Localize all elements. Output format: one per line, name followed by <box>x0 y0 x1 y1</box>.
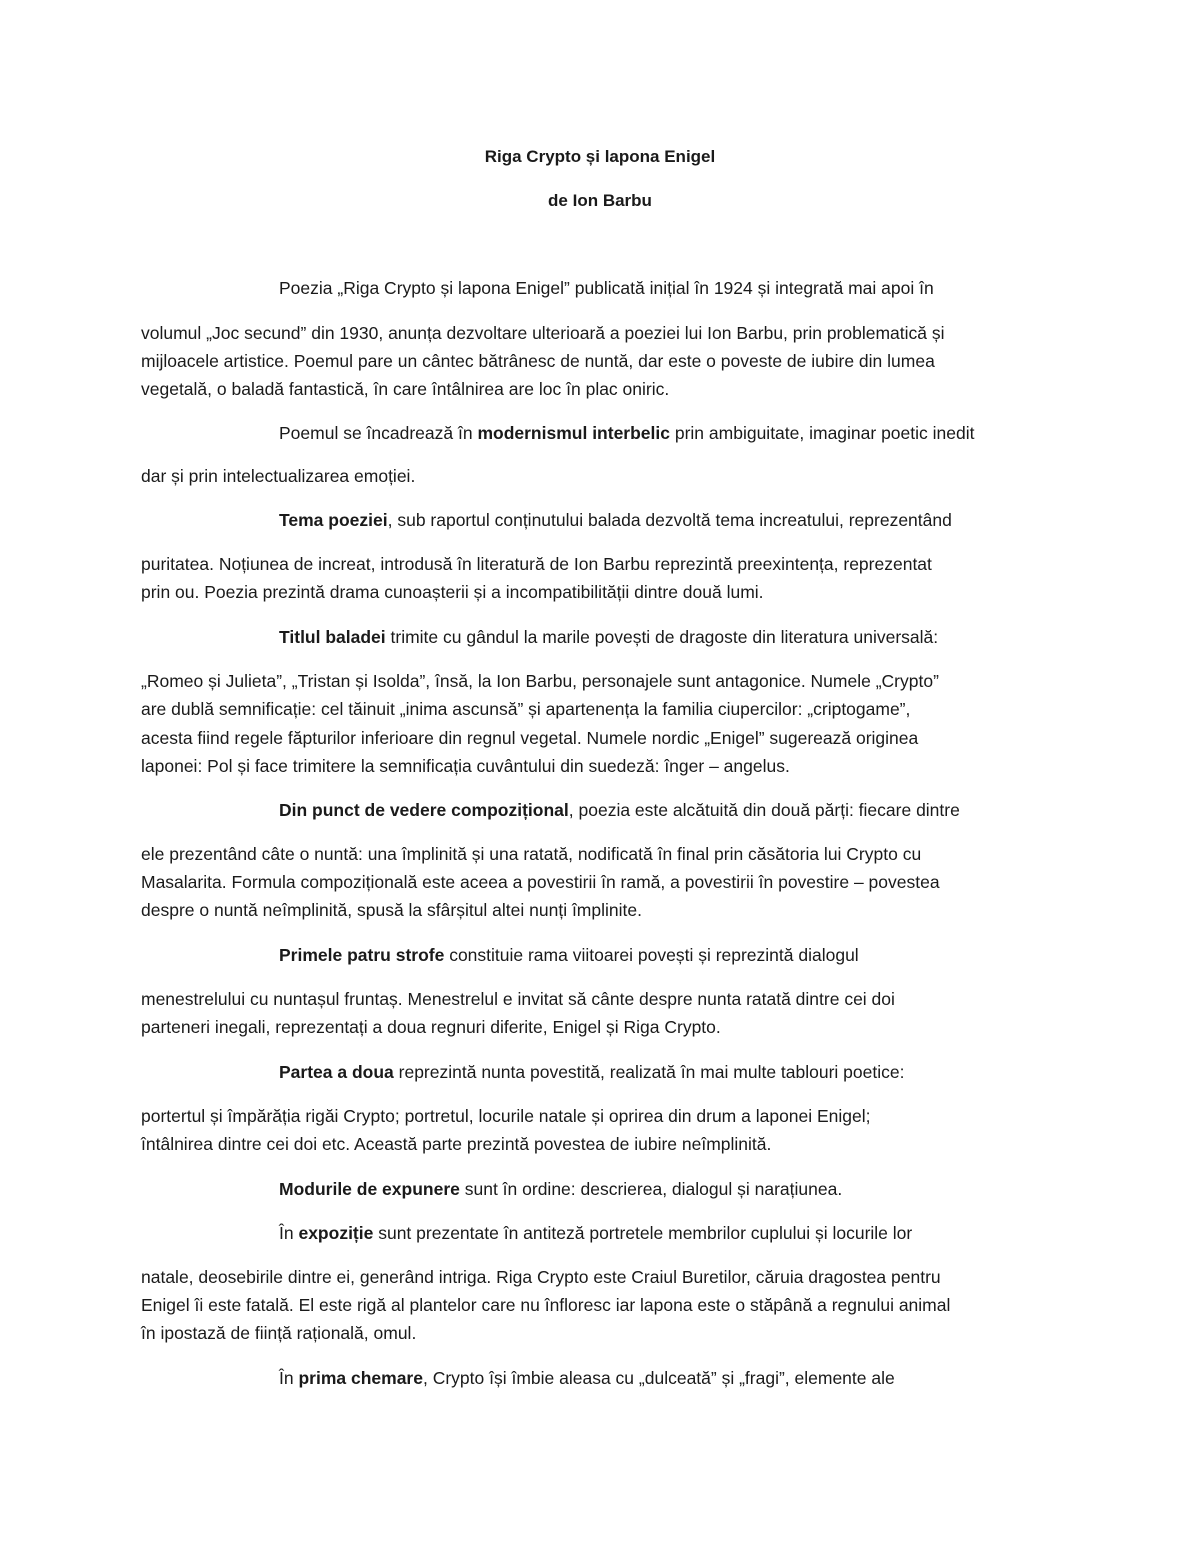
paragraph-line: Enigel îi este fatală. El este rigă al plantelor care nu înfloresc iar lapona este o stăpână a regnului animal <box>141 1295 951 1315</box>
paragraph-line: Masalarita. Formula compozițională este aceea a povestirii în ramă, a povestirii în povestire – povestea <box>141 872 940 892</box>
paragraph-first-line <box>279 1367 895 1389</box>
paragraph-line: Poezia „Riga Crypto și lapona Enigel” publicată inițial în 1924 și integrată mai apoi în <box>279 278 934 298</box>
paragraph-line: volumul „Joc secund” din 1930, anunța dezvoltare ulterioară a poeziei lui Ion Barbu, prin problematică și <box>141 323 945 343</box>
text-run: trimite cu gândul la marile povești de dragoste din literatura universală: <box>385 627 939 647</box>
text-run: Poemul se încadrează în <box>279 423 478 443</box>
text-run: constituie rama viitoarei povești și reprezintă dialogul <box>444 945 859 965</box>
text-run: , Crypto își îmbie aleasa cu „dulceată” și „fragi”, elemente ale <box>422 1368 895 1388</box>
bold-term: Titlul baladei <box>279 627 386 647</box>
paragraph-line: ele prezentând câte o nuntă: una împlinită și una ratată, nodificată în final prin căsătoria lui Crypto cu <box>141 844 922 864</box>
paragraph-line: vegetală, o baladă fantastică, în care întâlnirea are loc în plac oniric. <box>141 379 670 399</box>
paragraph-line: în ipostază de ființă rațională, omul. <box>141 1323 417 1343</box>
paragraph-first-line <box>279 422 974 444</box>
paragraph-line: mijloacele artistice. Poemul pare un cântec bătrânesc de nuntă, dar este o poveste de iubire din lumea <box>141 351 935 371</box>
text-run: sunt prezentate în antiteză portretele membrilor cuplului și locurile lor <box>373 1223 913 1243</box>
paragraph-line: menestrelului cu nuntașul fruntaș. Menestrelul e invitat să cânte despre nunta ratată dintre cei doi <box>141 989 895 1009</box>
bold-term: modernismul interbelic <box>477 423 670 443</box>
paragraph-first-line <box>279 944 859 966</box>
document-title: Riga Crypto și lapona Enigel <box>484 147 716 166</box>
text-run: În <box>279 1368 299 1388</box>
paragraph-line: laponei: Pol și face trimitere la semnificația cuvântului din suedeză: înger – angelus. <box>141 756 790 776</box>
text-run: reprezintă nunta povestită, realizată în mai multe tablouri poetice: <box>393 1062 905 1082</box>
bold-term: Primele patru strofe <box>279 945 445 965</box>
text-run: , sub raportul conținutului balada dezvoltă tema increatului, reprezentând <box>387 510 952 530</box>
paragraph-line: despre o nuntă neîmplinită, spusă la sfârșitul altei nunți împlinite. <box>141 900 642 920</box>
bold-term: Din punct de vedere compozițional <box>279 800 569 820</box>
paragraph-line: prin ou. Poezia prezintă drama cunoașterii și a incompatibilității dintre două lumi. <box>141 582 764 602</box>
paragraph-first-line <box>279 509 952 531</box>
bold-term: Modurile de expunere <box>279 1179 460 1199</box>
paragraph-line: natale, deosebirile dintre ei, generând intriga. Riga Crypto este Craiul Buretilor, căruia dragostea pentru <box>141 1267 941 1287</box>
text-run: , poezia este alcătuită din două părți: fiecare dintre <box>568 800 960 820</box>
paragraph-line: întâlnirea dintre cei doi etc. Această parte prezintă povestea de iubire neîmplinită. <box>141 1134 772 1154</box>
paragraph-first-line <box>279 799 960 821</box>
bold-term: prima chemare <box>298 1368 423 1388</box>
text-run: sunt în ordine: descrierea, dialogul și narațiunea. <box>459 1179 843 1199</box>
paragraph-line: are dublă semnificație: cel tăinuit „inima ascunsă” și apartenența la familia ciupercilor: „criptogame”, <box>141 699 911 719</box>
paragraph-line: „Romeo și Julieta”, „Tristan și Isolda”, însă, la Ion Barbu, personajele sunt antagonice. Numele „Crypto” <box>141 671 939 691</box>
bold-term: Tema poeziei <box>279 510 388 530</box>
bold-term: Partea a doua <box>279 1062 394 1082</box>
paragraph-line: portertul și împărăția rigăi Crypto; portretul, locurile natale și oprirea din drum a laponei Enigel; <box>141 1106 871 1126</box>
paragraph-line: parteneri inegali, reprezentați a doua regnuri diferite, Enigel și Riga Crypto. <box>141 1017 721 1037</box>
paragraph-first-line <box>279 626 938 648</box>
paragraph-line: acesta fiind regele făpturilor inferioare din regnul vegetal. Numele nordic „Enigel” sugerează originea <box>141 728 919 748</box>
text-run: În <box>279 1223 299 1243</box>
document-author: de Ion Barbu <box>548 191 652 210</box>
paragraph-first-line <box>279 1222 912 1244</box>
paragraph-first-line <box>279 1061 904 1083</box>
bold-term: expoziție <box>298 1223 374 1243</box>
text-run: prin ambiguitate, imaginar poetic inedit <box>670 423 975 443</box>
paragraph-line: puritatea. Noțiunea de increat, introdusă în literatură de Ion Barbu reprezintă preexintența, reprezentat <box>141 554 932 574</box>
paragraph-line: dar și prin intelectualizarea emoției. <box>141 466 416 486</box>
paragraph-first-line <box>279 1178 842 1200</box>
